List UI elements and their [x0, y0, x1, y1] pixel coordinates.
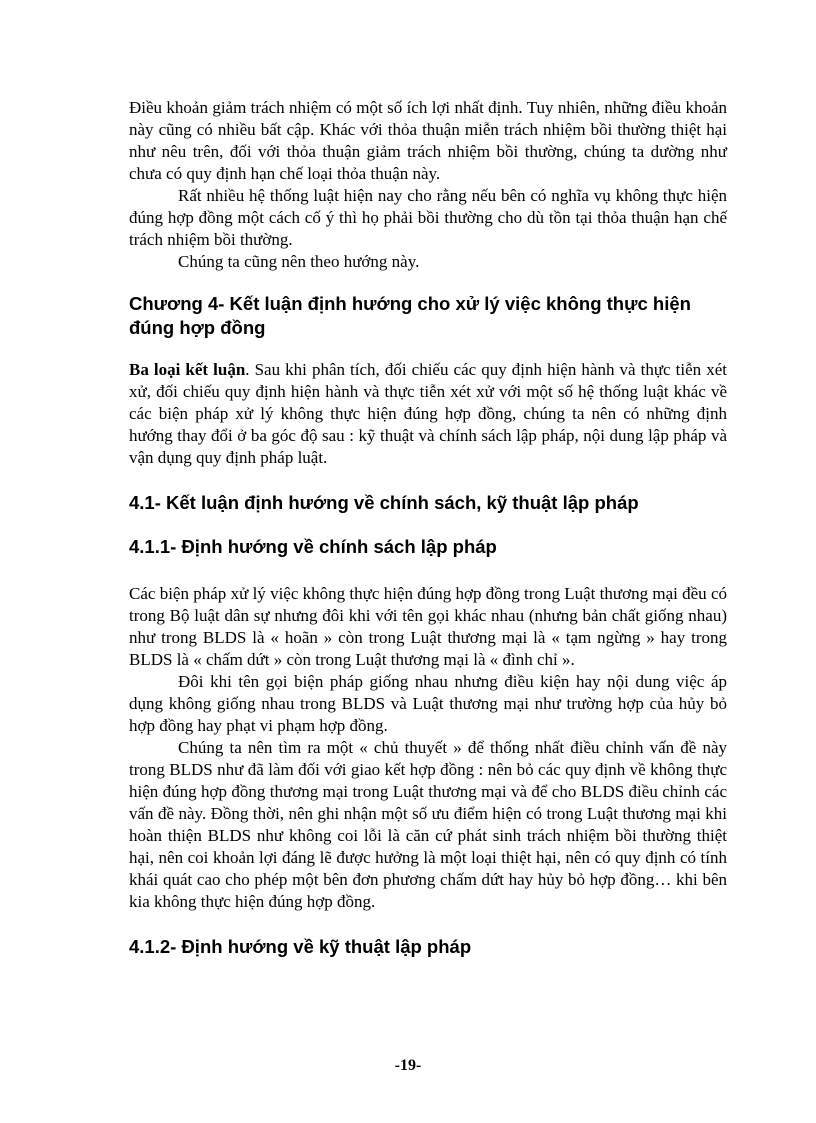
- paragraph-intro: [129, 359, 727, 469]
- intro-lead: Ba loại kết luận: [129, 360, 246, 379]
- paragraph-doctrine: Chúng ta nên tìm ra một « chủ thuyết » để thống nhất điều chỉnh vấn đề này trong BLDS như đã làm đối với giao kết hợp đồng : nên bỏ các quy định về không thực hiện đúng hợp đồng thương mại trong Luật thương mại và để cho BLDS điều chỉnh các vấn đề này. Đồng thời, nên ghi nhận một số ưu điểm hiện có trong Luật thương mại khi hoàn thiện BLDS như không coi lỗi là căn cứ phát sinh trách nhiệm bồi thường thiệt hại, nên coi khoản lợi đáng lẽ được hưởng là một loại thiệt hại, nên có quy định có tính khái quát cao cho phép một bên đơn phương chấm dứt hay hủy bỏ hợp đồng… khi bên kia không thực hiện đúng hợp đồng.: [129, 738, 727, 911]
- paragraph-legal-systems: Rất nhiều hệ thống luật hiện nay cho rằng nếu bên có nghĩa vụ không thực hiện đúng hợp đồng một cách cố ý thì họ phải bồi thường cho dù tồn tại thỏa thuận hạn chế trách nhiệm bồi thường.: [129, 186, 727, 249]
- paragraph-measures: Các biện pháp xử lý việc không thực hiện đúng hợp đồng trong Luật thương mại đều có trong Bộ luật dân sự nhưng đôi khi với tên gọi khác nhau (nhưng bản chất giống nhau) như trong BLDS là « hoãn » còn trong Luật thương mại là « tạm ngừng » hay trong BLDS là « chấm dứt » còn trong Luật thương mại là « đình chỉ ».: [129, 584, 727, 669]
- subsection-heading-4-1-1: 4.1.1- Định hướng về chính sách lập pháp: [129, 536, 497, 557]
- page-content: [129, 97, 727, 959]
- section-heading-4-1: 4.1- Kết luận định hướng về chính sách, kỹ thuật lập pháp: [129, 492, 639, 513]
- page-number: -19-: [394, 1057, 422, 1074]
- paragraph-limitation-clauses: Điều khoản giảm trách nhiệm có một số ích lợi nhất định. Tuy nhiên, những điều khoản này cũng có nhiều bất cập. Khác với thỏa thuận miễn trách nhiệm bồi thường thiệt hại như nêu trên, đối với thỏa thuận giảm trách nhiệm bồi thường, chúng ta dường như chưa có quy định hạn chế loại thỏa thuận này.: [129, 98, 727, 183]
- paragraph-naming: Đôi khi tên gọi biện pháp giống nhau nhưng điều kiện hay nội dung việc áp dụng không giống nhau trong BLDS và Luật thương mại như trường hợp của hủy bỏ hợp đồng hay phạt vi phạm hợp đồng.: [129, 672, 727, 735]
- intro-text: . Sau khi phân tích, đối chiếu các quy định hiện hành và thực tiễn xét xử, đối chiếu quy định hiện hành và thực tiễn xét xử với một số hệ thống luật khác về các biện pháp xử lý không thực hiện đúng hợp đồng, chúng ta nên có những định hướng thay đổi ở ba góc độ sau : kỹ thuật và chính sách lập pháp, nội dung lập pháp và vận dụng quy định pháp luật.: [129, 360, 727, 467]
- paragraph-recommendation: Chúng ta cũng nên theo hướng này.: [178, 252, 420, 271]
- chapter-heading: Chương 4- Kết luận định hướng cho xử lý việc không thực hiện đúng hợp đồng: [129, 293, 691, 338]
- subsection-heading-4-1-2: 4.1.2- Định hướng về kỹ thuật lập pháp: [129, 936, 472, 957]
